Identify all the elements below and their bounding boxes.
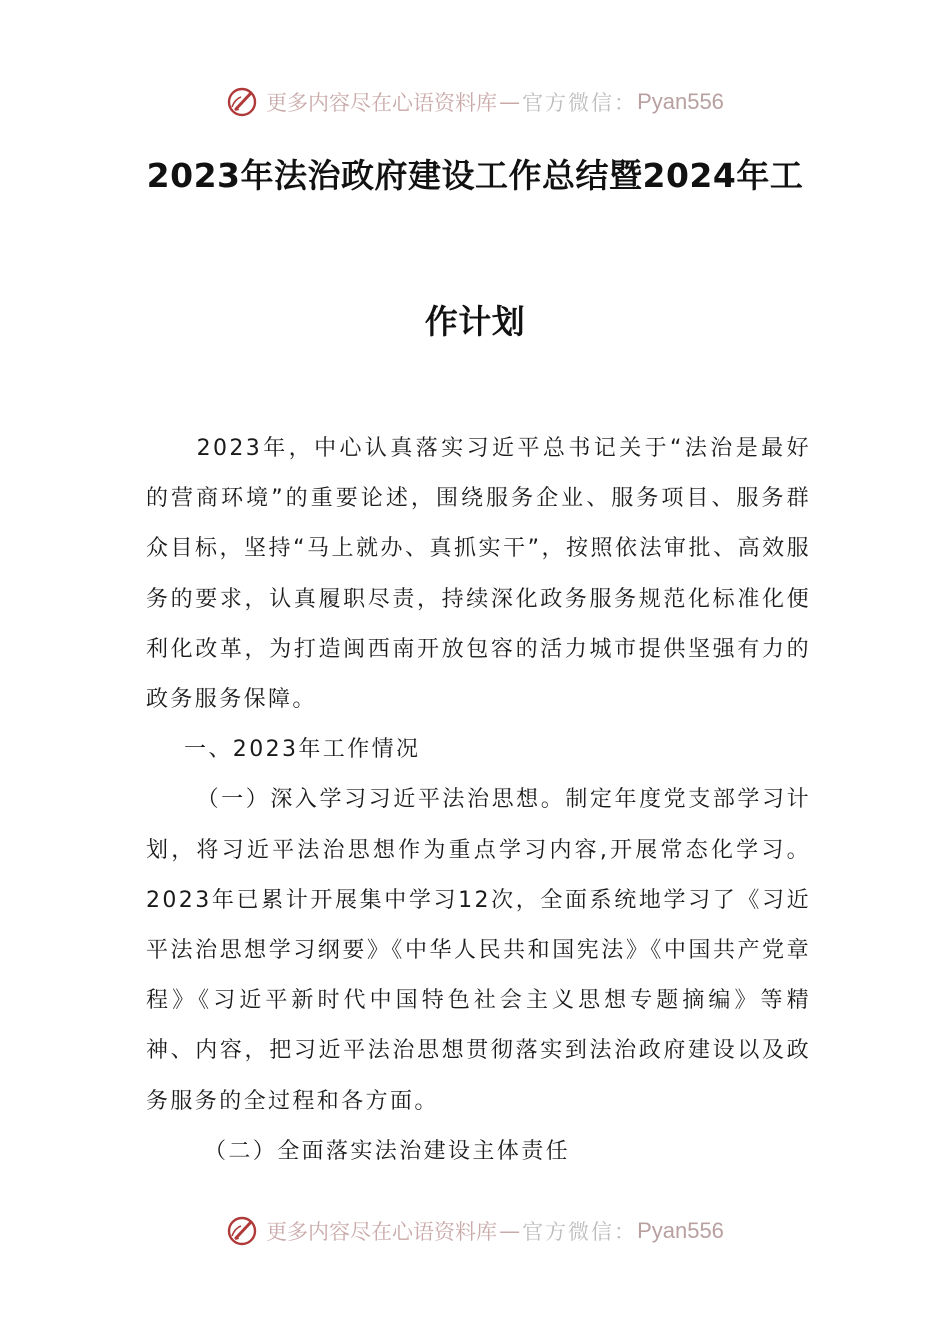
- watermark-dash: —: [499, 90, 521, 114]
- pen-circle-logo-icon: [226, 85, 260, 119]
- watermark-id: Pyan556: [637, 1218, 724, 1243]
- header-watermark: [0, 82, 950, 122]
- document-title-line2: 作计划: [424, 302, 526, 341]
- document-title-line1: 2023年法治政府建设工作总结暨2024年工: [146, 156, 804, 195]
- watermark-label: 官方微信：: [522, 91, 638, 115]
- watermark-brand: 更多内容尽在心语资料库: [266, 91, 498, 115]
- watermark-id: Pyan556: [637, 89, 724, 114]
- paragraph-study: （一）深入学习习近平法治思想。制定年度党支部学习计划，将习近平法治思想作为重点学习内容,开展常态化学习。2023年已累计开展集中学习12次，全面系统地学习了《习近平法治思想学习纲要》《中华人民共和国宪法》《中国共产党章程》《习近平新时代中国特色社会主义思想专题摘编》等精神、内容，把习近平法治思想贯彻落实到法治政府建设以及政务服务的全过程和各方面。: [146, 787, 811, 1114]
- watermark-brand: 更多内容尽在心语资料库: [266, 1220, 498, 1244]
- pen-circle-logo-icon: [226, 1214, 260, 1248]
- section-heading-1: 一、2023年工作情况: [184, 737, 421, 763]
- document-body: [146, 424, 811, 1177]
- watermark-dash: —: [499, 1219, 521, 1243]
- footer-watermark: [0, 1211, 950, 1251]
- subsection-heading-2: （二）全面落实法治建设主体责任: [204, 1138, 571, 1164]
- watermark-label: 官方微信：: [522, 1220, 638, 1244]
- paragraph-intro: 2023年，中心认真落实习近平总书记关于“法治是最好的营商环境”的重要论述，围绕服务企业、服务项目、服务群众目标，坚持“马上就办、真抓实干”，按照依法审批、高效服务的要求，认真履职尽责，持续深化政务服务规范化标准化便利化改革，为打造闽西南开放包容的活力城市提供坚强有力的政务服务保障。: [146, 436, 811, 713]
